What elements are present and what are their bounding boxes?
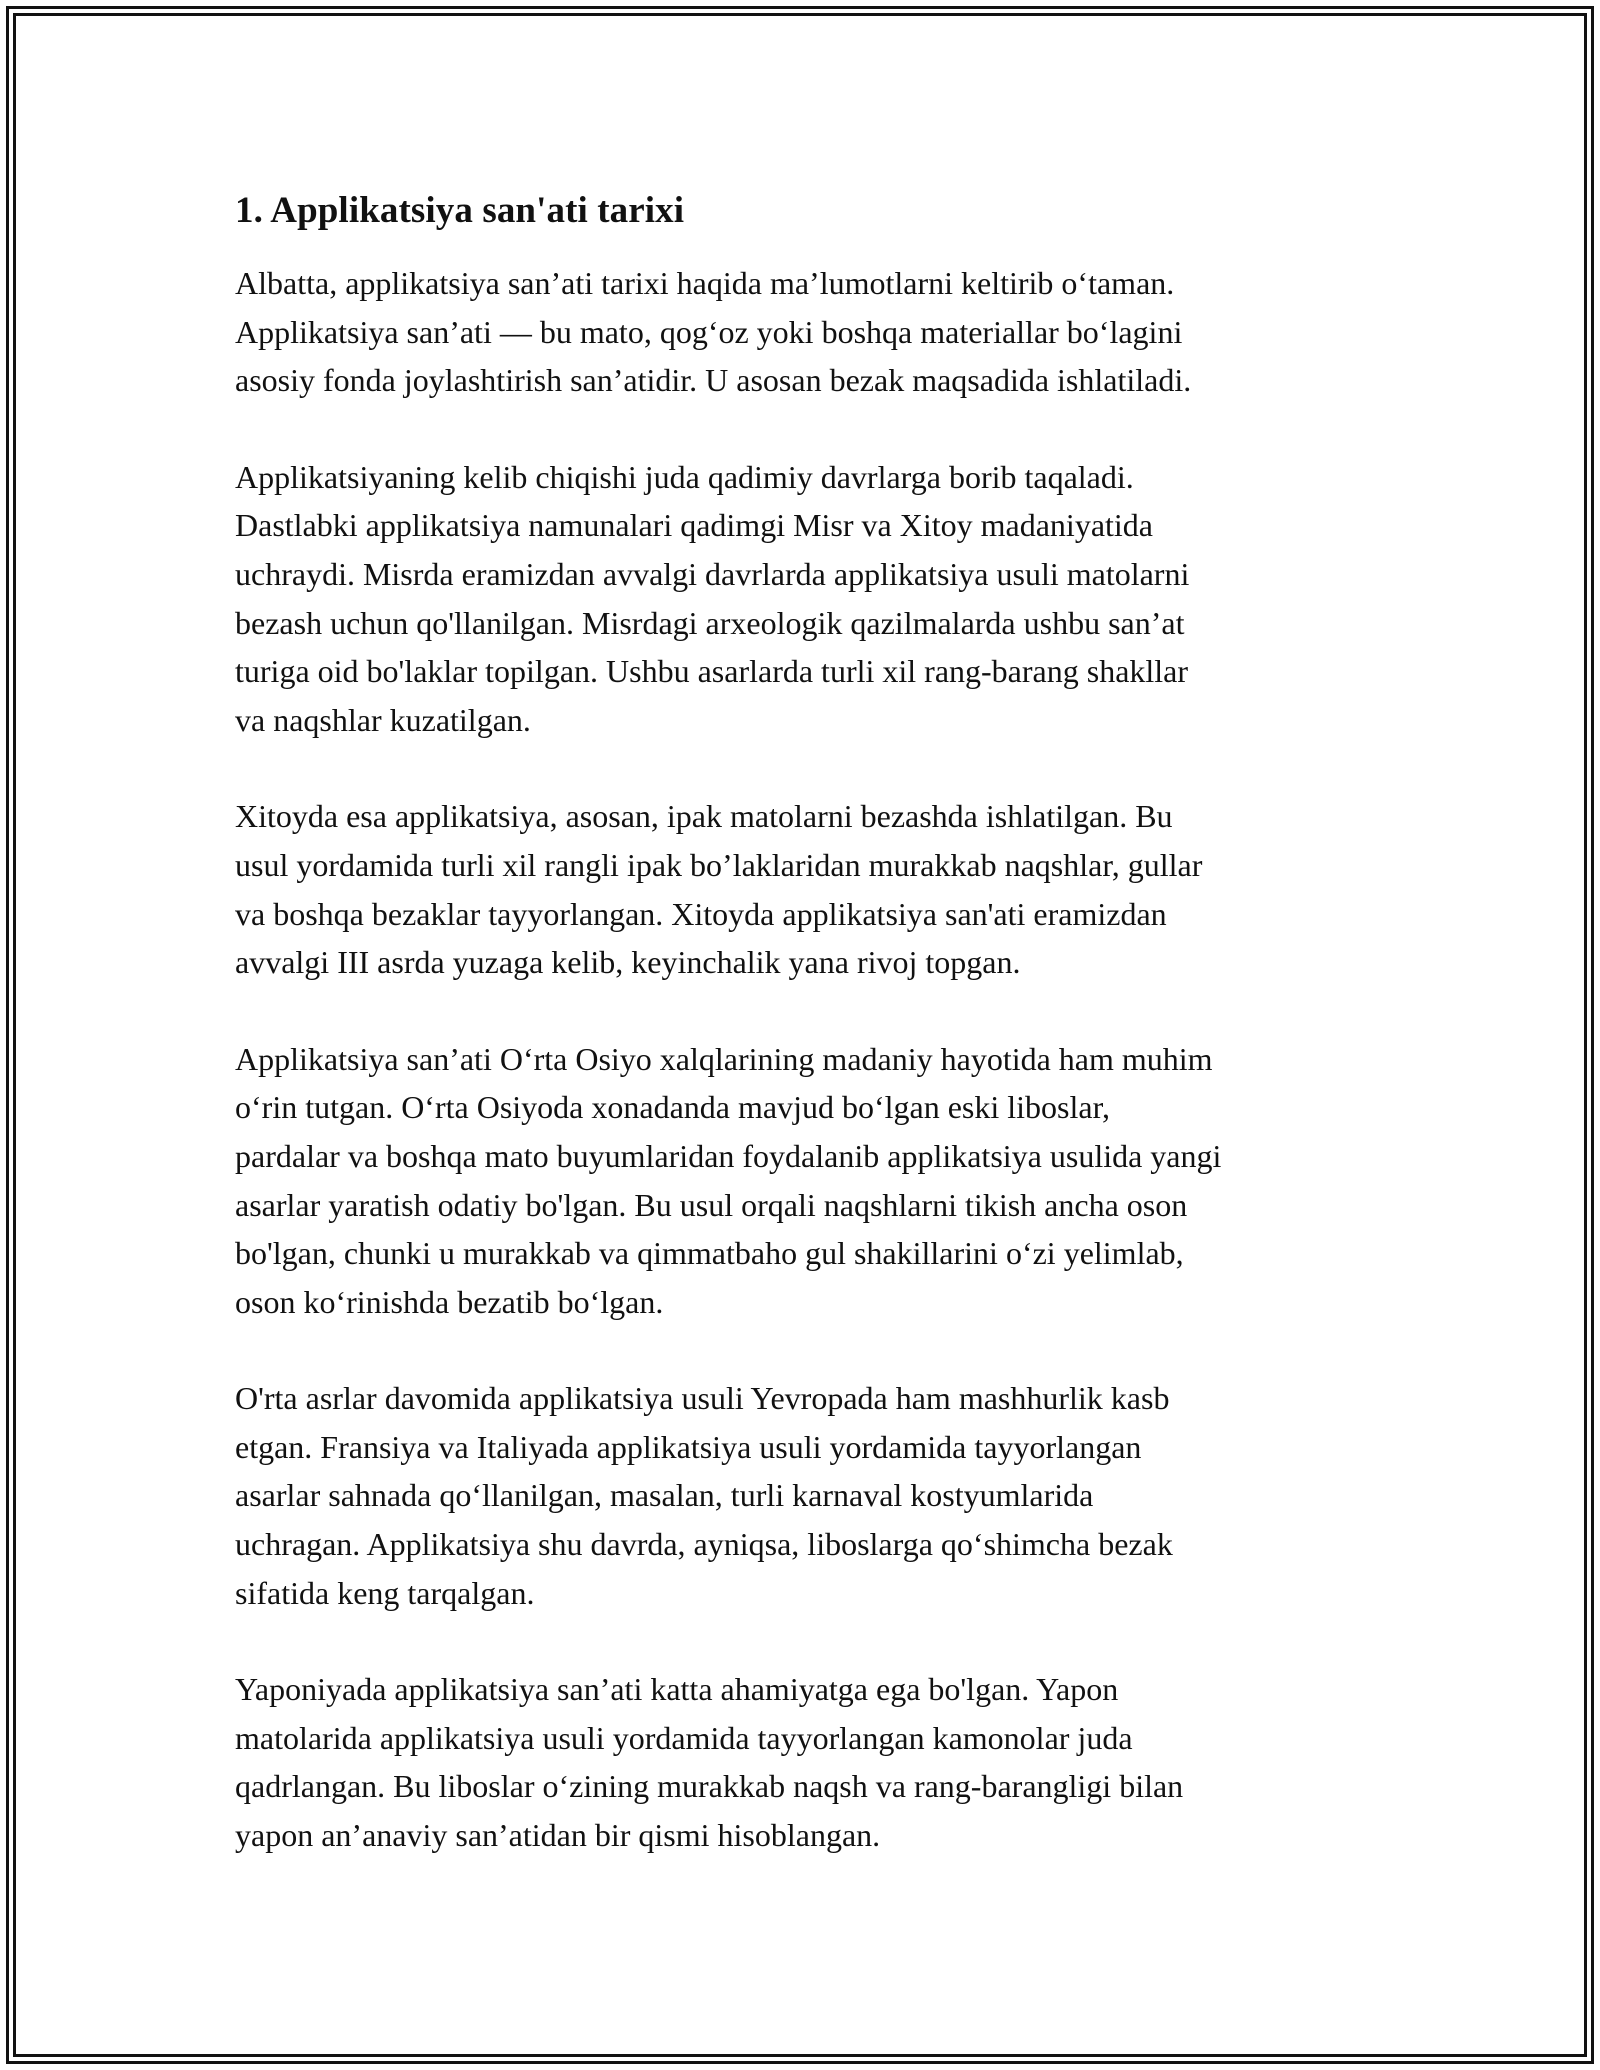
paragraph-line: O'rta asrlar davomida applikatsiya usuli Yevropada ham mashhurlik kasb (235, 1380, 1170, 1417)
paragraph-line: Applikatsiya san’ati O‘rta Osiyo xalqlarining madaniy hayotida ham muhim (235, 1040, 1213, 1077)
paragraph-line: uchraydi. Misrda eramizdan avvalgi davrlarda applikatsiya usuli matolarni (235, 555, 1190, 592)
paragraph-line: asarlar yaratish odatiy bo'lgan. Bu usul orqali naqshlarni tikish ancha oson (235, 1186, 1188, 1223)
paragraph-line: Yaponiyada applikatsiya san’ati katta ahamiyatga ega bo'lgan. Yapon (235, 1671, 1119, 1708)
section-heading: 1. Applikatsiya san'ati tarixi (235, 190, 685, 231)
paragraph-line: va boshqa bezaklar tayyorlangan. Xitoyda applikatsiya san'ati eramizdan (235, 895, 1167, 932)
paragraph-intro (235, 259, 1375, 405)
paragraph-line: uchragan. Applikatsiya shu davrda, ayniqsa, liboslarga qo‘shimcha bezak (235, 1526, 1173, 1563)
paragraph-china (235, 792, 1375, 986)
paragraph-origins (235, 453, 1375, 745)
paragraph-line: asosiy fonda joylashtirish san’atidir. U asosan bezak maqsadida ishlatiladi. (235, 362, 1192, 399)
paragraph-central-asia (235, 1035, 1375, 1327)
paragraph-line: Xitoyda esa applikatsiya, asosan, ipak matolarni bezashda ishlatilgan. Bu (235, 798, 1173, 835)
paragraph-line: Albatta, applikatsiya san’ati tarixi haqida ma’lumotlarni keltirib o‘taman. (235, 265, 1175, 301)
paragraph-line: bezash uchun qo'llanilgan. Misrdagi arxeologik qazilmalarda ushbu san’at (235, 604, 1185, 641)
paragraph-line: o‘rin tutgan. O‘rta Osiyoda xonadanda mavjud bo‘lgan eski liboslar, (235, 1089, 1110, 1126)
paragraph-line: matolarida applikatsiya usuli yordamida tayyorlangan kamonolar juda (235, 1719, 1133, 1756)
paragraph-line: yapon an’anaviy san’atidan bir qismi hisoblangan. (235, 1817, 881, 1854)
paragraph-line: Applikatsiya san’ati — bu mato, qog‘oz yoki boshqa materiallar bo‘lagini (235, 313, 1183, 350)
paragraph-line: pardalar va boshqa mato buyumlaridan foydalanib applikatsiya usulida yangi (235, 1137, 1222, 1174)
paragraph-line: Dastlabki applikatsiya namunalari qadimgi Misr va Xitoy madaniyatida (235, 507, 1153, 544)
paragraph-line: sifatida keng tarqalgan. (235, 1574, 535, 1611)
paragraph-line: Applikatsiyaning kelib chiqishi juda qadimiy davrlarga borib taqaladi. (235, 458, 1134, 495)
paragraph-line: va naqshlar kuzatilgan. (235, 701, 531, 738)
paragraph-line: usul yordamida turli xil rangli ipak bo’laklaridan murakkab naqshlar, gullar (235, 846, 1203, 883)
paragraph-line: bo'lgan, chunki u murakkab va qimmatbaho gul shakillarini o‘zi yelimlab, (235, 1235, 1184, 1272)
paragraph-europe (235, 1374, 1375, 1617)
paragraph-line: turiga oid bo'laklar topilgan. Ushbu asarlarda turli xil rang-barang shakllar (235, 653, 1189, 690)
paragraph-japan (235, 1665, 1375, 1859)
document-content (235, 185, 1375, 1908)
paragraph-line: etgan. Fransiya va Italiyada applikatsiya usuli yordamida tayyorlangan (235, 1428, 1142, 1465)
paragraph-line: oson ko‘rinishda bezatib bo‘lgan. (235, 1283, 664, 1320)
paragraph-line: qadrlangan. Bu liboslar o‘zining murakkab naqsh va rang-barangligi bilan (235, 1768, 1184, 1805)
paragraph-line: asarlar sahnada qo‘llanilgan, masalan, turli karnaval kostyumlarida (235, 1477, 1094, 1514)
paragraph-line: avvalgi III asrda yuzaga kelib, keyinchalik yana rivoj topgan. (235, 944, 1021, 981)
